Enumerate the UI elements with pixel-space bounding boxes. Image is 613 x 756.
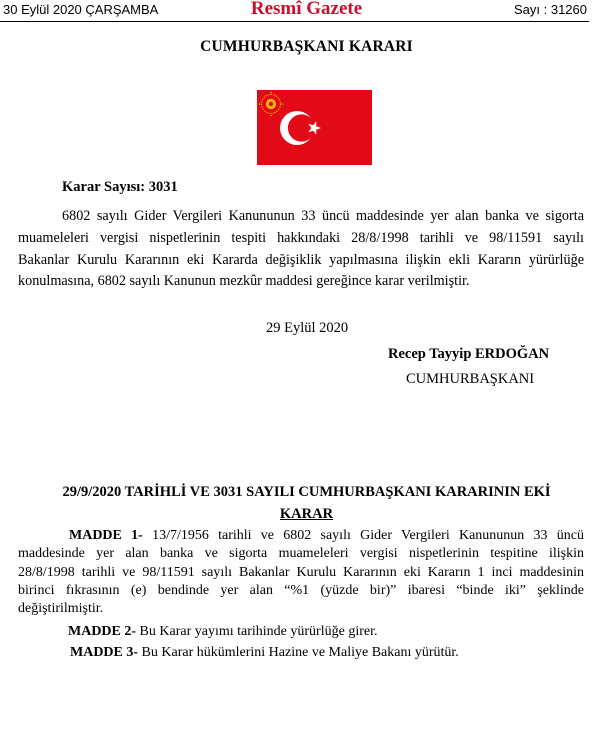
body-line: 6802 sayılı Gider Vergileri Kanununun 33 üncü maddesinde yer alan banka ve sigorta: [62, 208, 584, 224]
annex-title: 29/9/2020 TARİHLİ VE 3031 SAYILI CUMHURBAŞKANI KARARININ EKİ: [62, 484, 551, 500]
issue-number: Sayı : 31260: [514, 2, 587, 17]
body-line: muameleleri vergisi nispetlerinin tespiti hakkındaki 28/8/1998 tarihli ve 98/11591 sayılı: [18, 229, 584, 246]
annex-subtitle: [0, 506, 613, 523]
header-divider: [0, 21, 589, 22]
article-line: 28/8/1998 tarihli ve 98/11591 sayılı Bakanlar Kurulu Kararının eki Kararın 1 inci maddesinin: [18, 564, 584, 580]
article-2: [68, 624, 377, 640]
annex-subtitle-text: KARAR: [279, 506, 334, 522]
article-3: [70, 645, 459, 661]
article-1: [18, 527, 584, 618]
article-label: MADDE 3-: [70, 645, 139, 660]
gazette-name: Resmî Gazete: [250, 0, 363, 19]
article-text: 13/7/1956 tarihli ve 6802 sayılı Gider Vergileri Kanununun 33 üncü: [152, 528, 585, 543]
article-line: maddesinde yer alan banka ve sigorta muameleleri vergisi nispetlerinin tespitine ilişkin: [18, 546, 584, 562]
document-title: CUMHURBAŞKANI KARARI: [200, 38, 413, 55]
turkish-flag-icon: [257, 90, 372, 165]
decision-date: 29 Eylül 2020: [266, 320, 349, 336]
article-label: MADDE 1-: [69, 528, 143, 543]
signer-title: CUMHURBAŞKANI: [406, 371, 535, 387]
article-line: [18, 527, 584, 545]
article-label: MADDE 2-: [68, 624, 137, 639]
article-text: Bu Karar hükümlerini Hazine ve Maliye Bakanı yürütür.: [141, 645, 459, 660]
article-line: birinci fıkrasının (e) bendinde yer alan “%1 (yüzde bir)” ibaresi “binde iki” şeklinde: [18, 582, 584, 598]
decision-body: [18, 206, 584, 293]
signer-name: Recep Tayyip ERDOĞAN: [388, 346, 550, 362]
article-text: Bu Karar yayımı tarihinde yürürlüğe girer.: [139, 624, 378, 639]
header-date: 30 Eylül 2020 ÇARŞAMBA: [3, 2, 159, 17]
body-line: Bakanlar Kurulu Kararının eki Kararda değişiklik yapılmasına ilişkin ekli Kararın yürürlüğe: [18, 251, 584, 268]
decision-number: Karar Sayısı: 3031: [62, 179, 178, 195]
article-line: değiştirilmiştir.: [18, 601, 104, 617]
body-line: konulmasına, 6802 sayılı Kanunun mezkûr maddesi gereğince karar verilmiştir.: [18, 273, 470, 290]
